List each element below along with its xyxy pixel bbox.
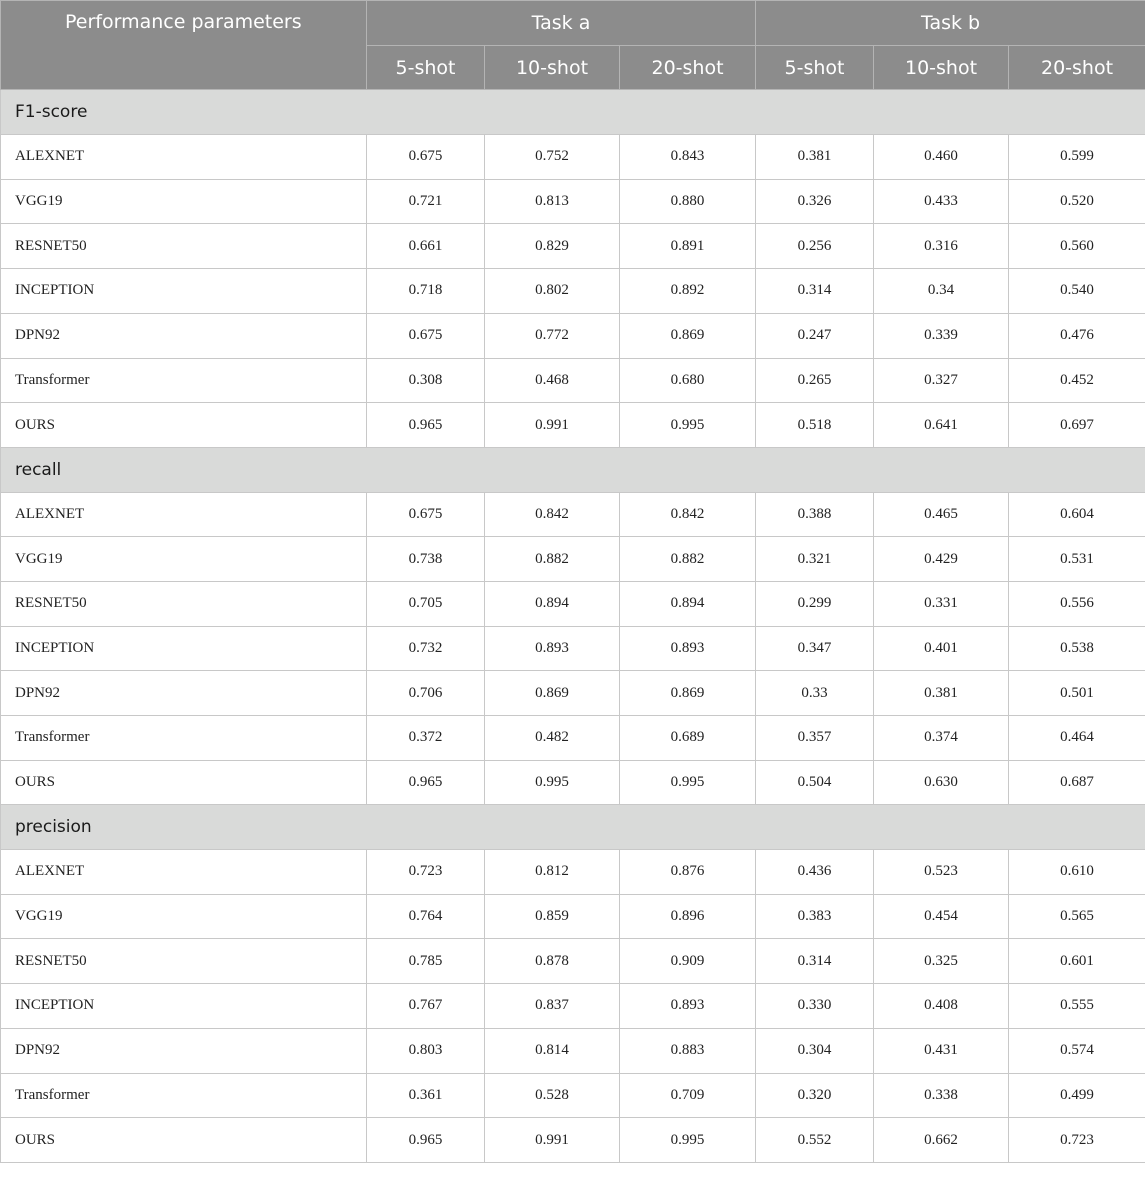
table-row — [1, 626, 1145, 671]
value-cell: 0.610 — [1009, 850, 1145, 895]
value-cell: 0.859 — [485, 894, 620, 939]
value-cell: 0.675 — [367, 492, 485, 537]
value-cell: 0.34 — [874, 269, 1009, 314]
header-shot: 10-shot — [485, 45, 620, 90]
section-header-row — [1, 90, 1145, 135]
value-cell: 0.965 — [367, 760, 485, 805]
value-cell: 0.518 — [756, 403, 874, 448]
value-cell: 0.709 — [620, 1073, 756, 1118]
model-name-cell: DPN92 — [1, 1028, 367, 1073]
value-cell: 0.314 — [756, 269, 874, 314]
value-cell: 0.454 — [874, 894, 1009, 939]
value-cell: 0.374 — [874, 716, 1009, 761]
value-cell: 0.723 — [1009, 1118, 1145, 1163]
model-name-cell: VGG19 — [1, 537, 367, 582]
value-cell: 0.697 — [1009, 403, 1145, 448]
value-cell: 0.883 — [620, 1028, 756, 1073]
value-cell: 0.995 — [620, 760, 756, 805]
model-name-cell: OURS — [1, 760, 367, 805]
value-cell: 0.732 — [367, 626, 485, 671]
model-name-cell: ALEXNET — [1, 135, 367, 180]
header-task-a: Task a — [367, 1, 756, 46]
value-cell: 0.565 — [1009, 894, 1145, 939]
value-cell: 0.460 — [874, 135, 1009, 180]
value-cell: 0.538 — [1009, 626, 1145, 671]
value-cell: 0.331 — [874, 581, 1009, 626]
value-cell: 0.499 — [1009, 1073, 1145, 1118]
table-row — [1, 313, 1145, 358]
value-cell: 0.893 — [485, 626, 620, 671]
value-cell: 0.706 — [367, 671, 485, 716]
value-cell: 0.247 — [756, 313, 874, 358]
table-row — [1, 358, 1145, 403]
table-body — [1, 90, 1145, 1163]
value-cell: 0.882 — [620, 537, 756, 582]
section-title: F1-score — [1, 90, 1145, 135]
table-row — [1, 179, 1145, 224]
value-cell: 0.829 — [485, 224, 620, 269]
value-cell: 0.452 — [1009, 358, 1145, 403]
value-cell: 0.882 — [485, 537, 620, 582]
value-cell: 0.869 — [485, 671, 620, 716]
model-name-cell: DPN92 — [1, 313, 367, 358]
value-cell: 0.721 — [367, 179, 485, 224]
model-name-cell: INCEPTION — [1, 269, 367, 314]
value-cell: 0.433 — [874, 179, 1009, 224]
table-row — [1, 224, 1145, 269]
model-name-cell: Transformer — [1, 1073, 367, 1118]
model-name-cell: RESNET50 — [1, 581, 367, 626]
value-cell: 0.299 — [756, 581, 874, 626]
table-row — [1, 1073, 1145, 1118]
value-cell: 0.383 — [756, 894, 874, 939]
value-cell: 0.705 — [367, 581, 485, 626]
value-cell: 0.33 — [756, 671, 874, 716]
value-cell: 0.723 — [367, 850, 485, 895]
value-cell: 0.738 — [367, 537, 485, 582]
value-cell: 0.995 — [620, 1118, 756, 1163]
value-cell: 0.662 — [874, 1118, 1009, 1163]
model-name-cell: RESNET50 — [1, 939, 367, 984]
model-name-cell: OURS — [1, 403, 367, 448]
value-cell: 0.752 — [485, 135, 620, 180]
value-cell: 0.528 — [485, 1073, 620, 1118]
value-cell: 0.465 — [874, 492, 1009, 537]
table-row — [1, 671, 1145, 716]
header-shot: 20-shot — [620, 45, 756, 90]
value-cell: 0.892 — [620, 269, 756, 314]
value-cell: 0.630 — [874, 760, 1009, 805]
value-cell: 0.531 — [1009, 537, 1145, 582]
value-cell: 0.347 — [756, 626, 874, 671]
header-row-tasks — [1, 1, 1145, 46]
value-cell: 0.764 — [367, 894, 485, 939]
value-cell: 0.878 — [485, 939, 620, 984]
value-cell: 0.837 — [485, 984, 620, 1029]
value-cell: 0.436 — [756, 850, 874, 895]
header-shot: 10-shot — [874, 45, 1009, 90]
value-cell: 0.556 — [1009, 581, 1145, 626]
value-cell: 0.601 — [1009, 939, 1145, 984]
value-cell: 0.325 — [874, 939, 1009, 984]
value-cell: 0.893 — [620, 626, 756, 671]
value-cell: 0.520 — [1009, 179, 1145, 224]
table-header — [1, 1, 1145, 90]
value-cell: 0.372 — [367, 716, 485, 761]
value-cell: 0.842 — [620, 492, 756, 537]
value-cell: 0.991 — [485, 1118, 620, 1163]
table-row — [1, 850, 1145, 895]
model-name-cell: OURS — [1, 1118, 367, 1163]
value-cell: 0.893 — [620, 984, 756, 1029]
table-row — [1, 403, 1145, 448]
table-row — [1, 894, 1145, 939]
value-cell: 0.604 — [1009, 492, 1145, 537]
table-row — [1, 760, 1145, 805]
model-name-cell: Transformer — [1, 358, 367, 403]
value-cell: 0.842 — [485, 492, 620, 537]
value-cell: 0.574 — [1009, 1028, 1145, 1073]
table-row — [1, 984, 1145, 1029]
section-title: recall — [1, 447, 1145, 492]
table-row — [1, 1028, 1145, 1073]
value-cell: 0.321 — [756, 537, 874, 582]
model-name-cell: Transformer — [1, 716, 367, 761]
value-cell: 0.401 — [874, 626, 1009, 671]
value-cell: 0.965 — [367, 403, 485, 448]
value-cell: 0.408 — [874, 984, 1009, 1029]
value-cell: 0.338 — [874, 1073, 1009, 1118]
value-cell: 0.909 — [620, 939, 756, 984]
value-cell: 0.965 — [367, 1118, 485, 1163]
table-row — [1, 269, 1145, 314]
value-cell: 0.675 — [367, 135, 485, 180]
value-cell: 0.316 — [874, 224, 1009, 269]
value-cell: 0.995 — [620, 403, 756, 448]
value-cell: 0.991 — [485, 403, 620, 448]
value-cell: 0.894 — [620, 581, 756, 626]
value-cell: 0.896 — [620, 894, 756, 939]
section-title: precision — [1, 805, 1145, 850]
value-cell: 0.339 — [874, 313, 1009, 358]
model-name-cell: ALEXNET — [1, 492, 367, 537]
table-row — [1, 135, 1145, 180]
value-cell: 0.482 — [485, 716, 620, 761]
table-row — [1, 581, 1145, 626]
value-cell: 0.641 — [874, 403, 1009, 448]
table-row — [1, 537, 1145, 582]
model-name-cell: INCEPTION — [1, 984, 367, 1029]
value-cell: 0.680 — [620, 358, 756, 403]
value-cell: 0.265 — [756, 358, 874, 403]
value-cell: 0.718 — [367, 269, 485, 314]
model-name-cell: ALEXNET — [1, 850, 367, 895]
value-cell: 0.320 — [756, 1073, 874, 1118]
value-cell: 0.813 — [485, 179, 620, 224]
value-cell: 0.689 — [620, 716, 756, 761]
value-cell: 0.308 — [367, 358, 485, 403]
value-cell: 0.772 — [485, 313, 620, 358]
value-cell: 0.814 — [485, 1028, 620, 1073]
header-task-b: Task b — [756, 1, 1145, 46]
value-cell: 0.431 — [874, 1028, 1009, 1073]
value-cell: 0.464 — [1009, 716, 1145, 761]
value-cell: 0.476 — [1009, 313, 1145, 358]
model-name-cell: VGG19 — [1, 179, 367, 224]
value-cell: 0.555 — [1009, 984, 1145, 1029]
table-row — [1, 716, 1145, 761]
value-cell: 0.687 — [1009, 760, 1145, 805]
table-row — [1, 1118, 1145, 1163]
value-cell: 0.523 — [874, 850, 1009, 895]
value-cell: 0.843 — [620, 135, 756, 180]
header-shot: 5-shot — [756, 45, 874, 90]
value-cell: 0.675 — [367, 313, 485, 358]
value-cell: 0.304 — [756, 1028, 874, 1073]
section-header-row — [1, 447, 1145, 492]
table-row — [1, 492, 1145, 537]
section-header-row — [1, 805, 1145, 850]
value-cell: 0.803 — [367, 1028, 485, 1073]
value-cell: 0.876 — [620, 850, 756, 895]
value-cell: 0.599 — [1009, 135, 1145, 180]
model-name-cell: VGG19 — [1, 894, 367, 939]
value-cell: 0.327 — [874, 358, 1009, 403]
value-cell: 0.894 — [485, 581, 620, 626]
value-cell: 0.361 — [367, 1073, 485, 1118]
value-cell: 0.314 — [756, 939, 874, 984]
value-cell: 0.767 — [367, 984, 485, 1029]
value-cell: 0.504 — [756, 760, 874, 805]
table-row — [1, 939, 1145, 984]
value-cell: 0.869 — [620, 313, 756, 358]
value-cell: 0.388 — [756, 492, 874, 537]
header-shot: 20-shot — [1009, 45, 1145, 90]
value-cell: 0.869 — [620, 671, 756, 716]
value-cell: 0.357 — [756, 716, 874, 761]
value-cell: 0.891 — [620, 224, 756, 269]
value-cell: 0.995 — [485, 760, 620, 805]
value-cell: 0.381 — [756, 135, 874, 180]
value-cell: 0.560 — [1009, 224, 1145, 269]
model-name-cell: RESNET50 — [1, 224, 367, 269]
value-cell: 0.880 — [620, 179, 756, 224]
value-cell: 0.802 — [485, 269, 620, 314]
value-cell: 0.330 — [756, 984, 874, 1029]
value-cell: 0.552 — [756, 1118, 874, 1163]
value-cell: 0.326 — [756, 179, 874, 224]
value-cell: 0.812 — [485, 850, 620, 895]
header-performance-parameters: Performance parameters — [1, 1, 367, 90]
value-cell: 0.540 — [1009, 269, 1145, 314]
model-name-cell: INCEPTION — [1, 626, 367, 671]
value-cell: 0.381 — [874, 671, 1009, 716]
value-cell: 0.256 — [756, 224, 874, 269]
model-name-cell: DPN92 — [1, 671, 367, 716]
value-cell: 0.501 — [1009, 671, 1145, 716]
value-cell: 0.785 — [367, 939, 485, 984]
value-cell: 0.468 — [485, 358, 620, 403]
value-cell: 0.429 — [874, 537, 1009, 582]
value-cell: 0.661 — [367, 224, 485, 269]
header-shot: 5-shot — [367, 45, 485, 90]
